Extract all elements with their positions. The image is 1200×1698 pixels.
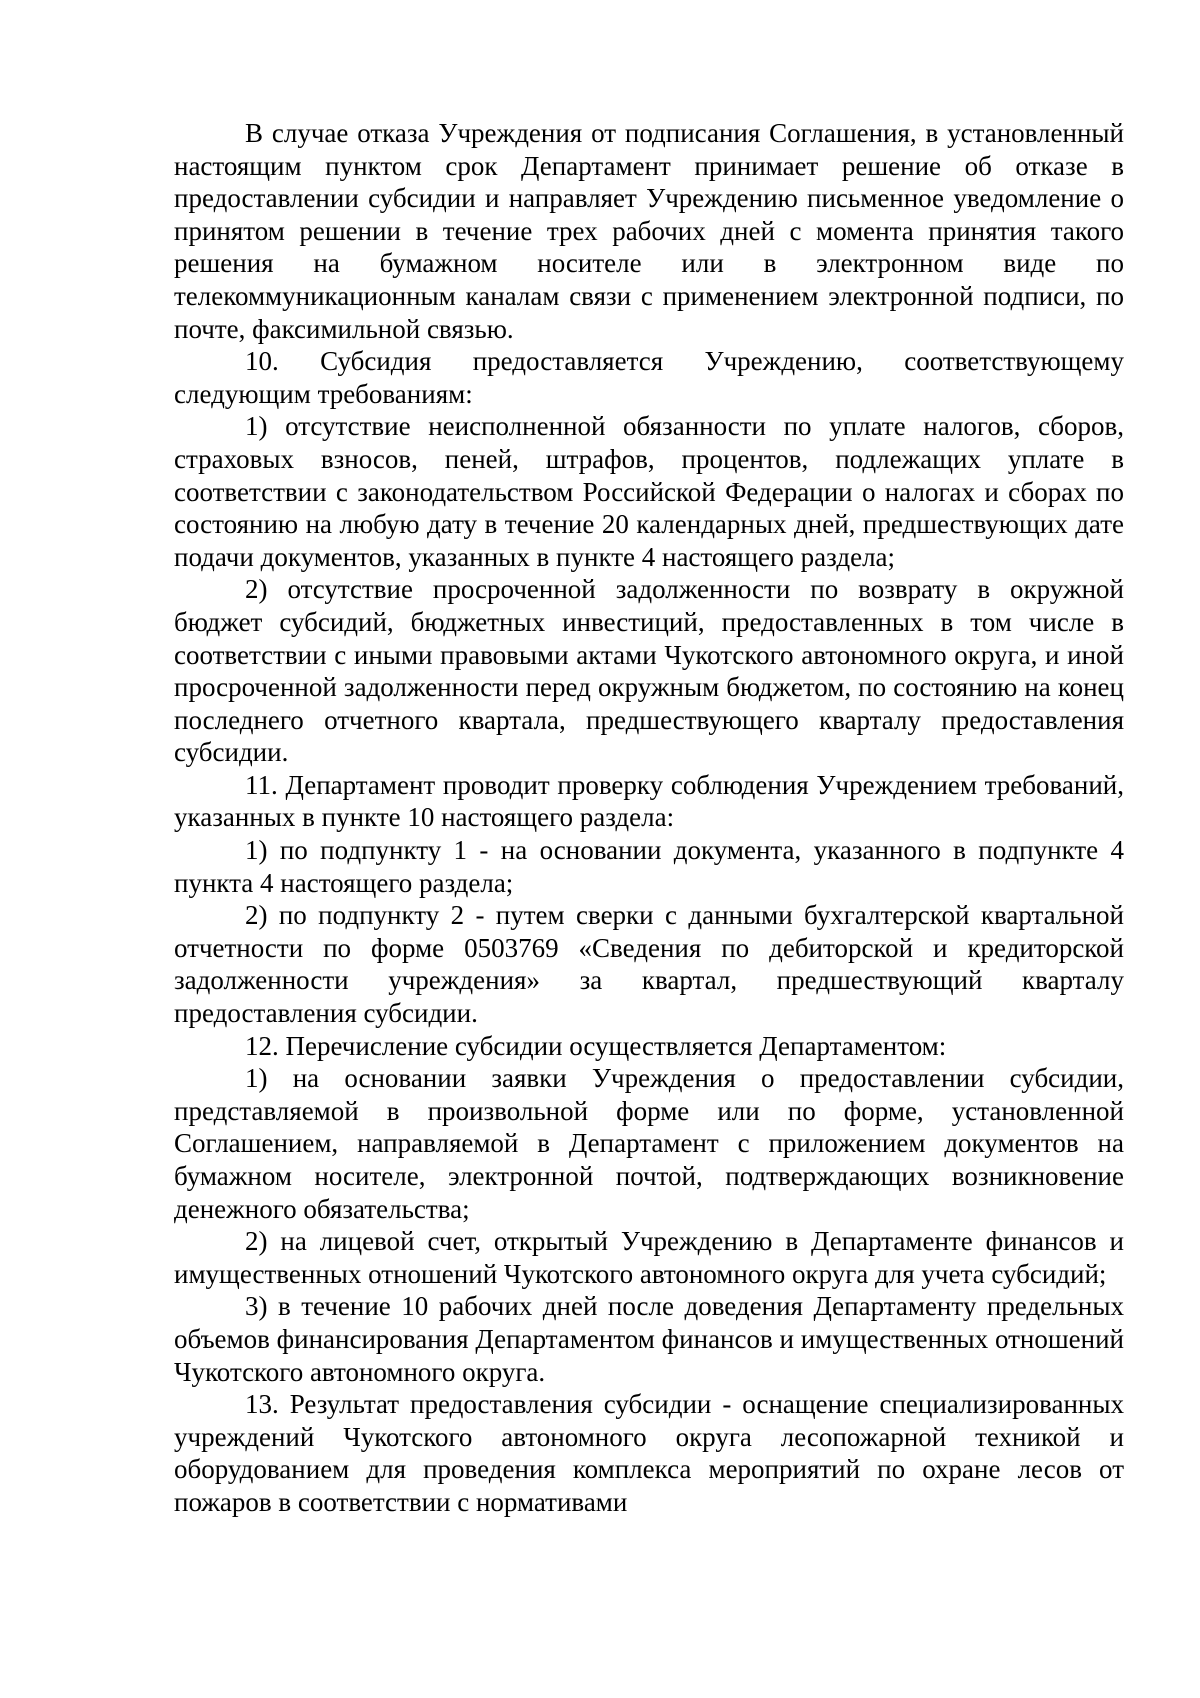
paragraph-clause-12-item-3: 3) в течение 10 рабочих дней после доведения Департаменту предельных объемов финансирования Департаментом финансов и имущественных отношений Чукотского автономного округа. xyxy=(174,1291,1124,1387)
paragraph-clause-10: 10. Субсидия предоставляется Учреждению, соответствующему следующим требованиям: xyxy=(174,346,1124,409)
paragraph-clause-11: 11. Департамент проводит проверку соблюдения Учреждением требований, указанных в пункте 10 настоящего раздела: xyxy=(174,769,1124,833)
paragraph-clause-11-item-2: 2) по подпункту 2 - путем сверки с данными бухгалтерской квартальной отчетности по форме 0503769 «Сведения по дебиторской и кредиторской задолженности учреждения» за квартал, предшествующий кварталу предоставления субсидии. xyxy=(174,900,1124,1029)
paragraph-refusal-notice: В случае отказа Учреждения от подписания Соглашения, в установленный настоящим пунктом срок Департамент принимает решение об отказе в предоставлении субсидии и направляет Учреждению письменное уведомление о принятом решении в течение трех рабочих дней с момента принятия такого решения на бумажном носителе или в электронном виде по телекоммуникационным каналам связи с применением электронной подписи, по почте, факсимильной связью. xyxy=(174,118,1124,344)
document-page xyxy=(174,117,1124,1519)
paragraph-clause-12-item-2: 2) на лицевой счет, открытый Учреждению в Департаменте финансов и имущественных отношений Чукотского автономного округа для учета субсидий; xyxy=(174,1226,1124,1289)
paragraph-clause-12-item-1: 1) на основании заявки Учреждения о предоставлении субсидии, представляемой в произвольной форме или по форме, установленной Соглашением, направляемой в Департамент с приложением документов на бумажном носителе, электронной почтой, подтверждающих возникновение денежного обязательства; xyxy=(174,1063,1124,1224)
paragraph-clause-12: 12. Перечисление субсидии осуществляется Департаментом: xyxy=(245,1030,947,1061)
paragraph-clause-10-item-1: 1) отсутствие неисполненной обязанности по уплате налогов, сборов, страховых взносов, пеней, штрафов, процентов, подлежащих уплате в соответствии с законодательством Российской Федерации о налогах и сборах по состоянию на любую дату в течение 20 календарных дней, предшествующих дате подачи документов, указанных в пункте 4 настоящего раздела; xyxy=(174,411,1124,572)
paragraph-clause-11-item-1: 1) по подпункту 1 - на основании документа, указанного в подпункте 4 пункта 4 настоящего раздела; xyxy=(174,835,1124,898)
paragraph-clause-13: 13. Результат предоставления субсидии - оснащение специализированных учреждений Чукотского автономного округа лесопожарной техникой и оборудованием для проведения комплекса мероприятий по охране лесов от пожаров в соответствии с нормативами xyxy=(174,1389,1124,1517)
paragraph-clause-10-item-2: 2) отсутствие просроченной задолженности по возврату в окружной бюджет субсидий, бюджетных инвестиций, предоставленных в том числе в соответствии с иными правовыми актами Чукотского автономного округа, и иной просроченной задолженности перед окружным бюджетом, по состоянию на конец последнего отчетного квартала, предшествующего кварталу предоставления субсидии. xyxy=(174,574,1124,768)
